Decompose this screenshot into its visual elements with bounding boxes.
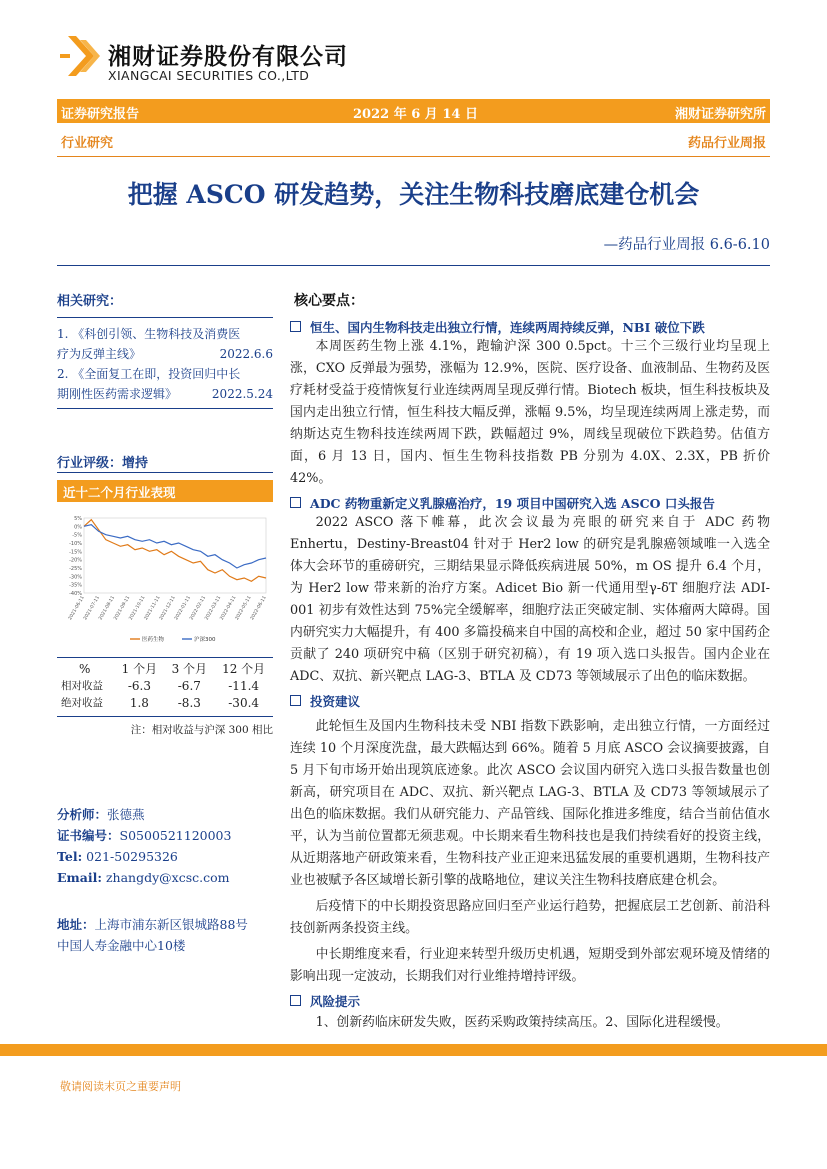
x-tick-label: 2021-09-11 (113, 595, 132, 622)
checkbox-bullet-icon (290, 995, 301, 1006)
header-divider (57, 156, 770, 157)
x-tick-label: 2022-06-11 (250, 595, 268, 622)
related-item[interactable] (57, 364, 273, 404)
section-head: 风险提示 (290, 992, 770, 1010)
category: 行业研究 (61, 136, 114, 151)
related-heading: 相关研究： (57, 294, 123, 309)
x-tick-label: 2022-02-11 (189, 595, 208, 622)
x-tick-label: 2022-01-11 (174, 595, 192, 622)
table-header: % (79, 661, 91, 676)
y-tick-label: -5% (72, 532, 82, 539)
section-paragraph: 1、创新药临床研发失败，医药采购政策持续高压。2、国际化进程缓慢。 (315, 1015, 729, 1030)
related-bottom-divider (57, 408, 273, 409)
tel-label: Tel: (57, 849, 83, 864)
section-paragraph: 后疫情下的中长期投资思路应回归至产业运行趋势，把握底层工艺创新、前沿科技创新两条投资主线。 (290, 899, 770, 936)
title-divider (57, 265, 770, 266)
x-tick-label: 2022-03-11 (204, 595, 223, 622)
performance-table (57, 660, 273, 711)
y-tick-label: 0% (74, 524, 82, 531)
perf-heading-bar (57, 480, 273, 502)
plot-area (84, 518, 266, 593)
section-paragraph: 2022 ASCO 落下帷幕，此次会议最为亮眼的研究来自于 ADC 药物 Enhertu，Destiny-Breast04 针对于 Her2 low 的研究是乳腺癌领域唯一入选全体大会环节的重磅研究，三期结果显示降低疾病进展 50%，m OS 提升 6.4 个月，为 Her2 low 带来新的治疗方案。Adicet Bio 新一代通用型γ-δT 细胞疗法 ADI-001 初步有效性达到 75%完全缓解率，细胞疗法正突破定制、实体瘤两大障碍。国内研究实力大幅提升，有 400 多篇投稿来自中国的高校和企业，超过 50 家中国药企贡献了 240 项研究中稿（区别于研究初稿），有 19 项入选口头报告。国内企业在 ADC、双抗、新兴靶点 LAG-3、BTLA 及 CD73 等领域展示了出色的临床数据。 (290, 515, 770, 684)
company-logo-icon (60, 34, 106, 80)
cert-label: 证书编号： (57, 828, 120, 843)
company-name-en: XIANGCAI SECURITIES CO.,LTD (108, 68, 310, 83)
section-paragraph: 此轮恒生及国内生物科技未受 NBI 指数下跌影响，走出独立行情，一方面经过连续 10 个月深度洗盘，最大跌幅达到 66%。随着 5 月底 ASCO 会议摘要披露，自 5 月下旬市场开始出现筑底迹象。此次 ASCO 会议国内研究入选口头报告数量也创新高，研究项目在 ADC、双抗、新兴靶点 LAG-3、BTLA 及 CD73 等领域展示了出色的临床数据。我们从研究能力、产品管线、国际化推进多维度，结合当前估值水平，认为当前位置都无须悲观。中长期来看生物科技也是我们持续看好的投资主线，从近期落地产研政策来看，生物科技产业正迎来迅猛发展的重要机遇期，生物科技产业也被赋予各区域增长新引擎的战略地位，建议关注生物科技磨底建仓机会。 (290, 719, 770, 888)
y-tick-label: -40% (69, 591, 82, 597)
x-tick-label: 2021-07-11 (83, 595, 101, 622)
table-row (57, 694, 273, 711)
section-head: ADC 药物重新定义乳腺癌治疗，19 项目中国研究入选 ASCO 口头报告 (290, 494, 770, 512)
core-points (290, 290, 770, 1034)
y-tick-label: -25% (69, 566, 82, 572)
x-tick-label: 2021-11-11 (143, 595, 162, 622)
checkbox-bullet-icon (290, 695, 301, 706)
table-row (57, 677, 273, 694)
checkbox-bullet-icon (290, 321, 301, 332)
legend-label: 沪深300 (194, 637, 216, 643)
y-tick-label: 5% (74, 516, 82, 522)
rating-divider (57, 472, 273, 473)
report-date: 2022 年 6 月 14 日 (353, 107, 478, 122)
table-cell: -8.3 (177, 695, 201, 710)
related-item-date: 2022.6.6 (219, 347, 273, 361)
x-tick-label: 2022-05-11 (234, 595, 253, 622)
address-info (57, 914, 273, 956)
address-label: 地址： (57, 917, 95, 932)
related-item-line2: 期刚性医药需求逻辑》 (57, 387, 178, 401)
series-name: 药品行业周报 (687, 136, 766, 151)
report-subtitle: —药品行业周报 6.6-6.10 (603, 237, 770, 253)
related-research (57, 290, 273, 409)
series-line (84, 520, 266, 582)
perf-heading: 近十二个月行业表现 (63, 485, 176, 500)
report-title: 把握 ASCO 研发趋势，关注生物科技磨底建仓机会 (127, 180, 700, 209)
report-type: 证券研究报告 (61, 107, 140, 122)
y-tick-label: -30% (69, 574, 82, 581)
section-paragraph: 本周医药生物上涨 4.1%，跑输沪深 300 0.5pct。十三个三级行业均呈现上涨，CXO 反弹最为强势，涨幅为 12.9%，医院、医疗设备、血液制品、生物药及医疗耗材受益于疫情恢复行业连续两周呈现反弹行情。Biotech 板块，恒生科技板块及国内走出独立行情，恒生科技大幅反弹，涨幅 9.5%，均呈现连续两周上涨走势，而纳斯达克生物科技连续两周下跌，跌幅超过 9%，周线呈现破位下跌趋势。估值方面，6 月 13 日，国内、恒生生物科技指数 PB 分别为 4.0X、2.3X，PB 折价 42%。 (290, 339, 770, 486)
analyst-name: 张德燕 (107, 807, 145, 822)
series-line (84, 525, 266, 568)
table-header-row (57, 660, 273, 677)
table-cell: -6.7 (177, 678, 201, 693)
email-label: Email: (57, 870, 102, 885)
table-cell: -6.3 (127, 678, 151, 693)
related-item-date: 2022.5.24 (211, 387, 273, 401)
x-tick-label: 2021-06-11 (68, 595, 86, 622)
x-tick-label: 2021-12-11 (159, 595, 177, 622)
related-item-line1: 2. 《全面复工在即，投资回归中长 (57, 367, 241, 381)
related-item-line2: 疗为反弹主线》 (57, 347, 142, 361)
analyst-info (57, 804, 273, 888)
industry-rating: 行业评级：增持 (57, 456, 149, 471)
row-label: 绝对收益 (61, 697, 103, 709)
y-tick-label: -35% (69, 582, 82, 589)
related-divider (57, 317, 273, 318)
footer-disclaimer[interactable]: 敬请阅读末页之重要声明 (60, 1080, 181, 1093)
footer-bar (0, 1044, 827, 1056)
tel-number: 021-50295326 (86, 849, 178, 864)
analyst-label: 分析师： (57, 807, 108, 822)
cert-number: S0500521120003 (119, 828, 232, 843)
table-note: 注：相对收益与沪深 300 相比 (130, 724, 273, 736)
company-name-cn: 湘财证券股份有限公司 (108, 44, 348, 70)
email-link[interactable]: zhangdy@xcsc.com (105, 870, 230, 885)
y-tick-label: -10% (69, 541, 82, 547)
table-cell: 1.8 (129, 695, 149, 710)
table-header: 3 个月 (171, 662, 208, 676)
table-bottom-rule (57, 716, 273, 717)
checkbox-bullet-icon (290, 497, 301, 508)
header-band (57, 99, 770, 123)
table-cell: -11.4 (228, 678, 260, 693)
related-item-line1: 1. 《科创引领、生物科技及消费医 (57, 327, 241, 341)
x-tick-label: 2022-04-11 (219, 595, 238, 622)
related-item[interactable] (57, 324, 273, 364)
table-top-rule (57, 657, 273, 658)
section-head: 恒生、国内生物科技走出独立行情，连续两周持续反弹，NBI 破位下跌 (290, 318, 770, 336)
performance-chart (60, 510, 272, 645)
header-row2 (57, 128, 770, 152)
address-line2: 中国人寿金融中心10楼 (57, 938, 186, 953)
legend-label: 医药生物 (142, 637, 165, 643)
address-line1: 上海市浦东新区银城路88号 (94, 917, 248, 932)
table-cell: -30.4 (228, 695, 260, 710)
y-tick-label: -15% (69, 549, 82, 556)
x-tick-label: 2021-10-11 (128, 595, 147, 622)
table-header: 12 个月 (222, 662, 266, 676)
row-label: 相对收益 (61, 680, 103, 692)
x-tick-label: 2021-08-11 (98, 595, 117, 622)
section-paragraph: 中长期维度来看，行业迎来转型升级历史机遇，短期受到外部宏观环境及情绪的影响出现一定波动，长期我们对行业维持增持评级。 (290, 947, 770, 984)
y-tick-label: -20% (69, 557, 82, 564)
core-heading: 核心要点： (294, 293, 364, 309)
institute: 湘财证券研究所 (674, 107, 766, 122)
table-header: 1 个月 (121, 662, 158, 676)
section-head: 投资建议 (290, 692, 770, 710)
